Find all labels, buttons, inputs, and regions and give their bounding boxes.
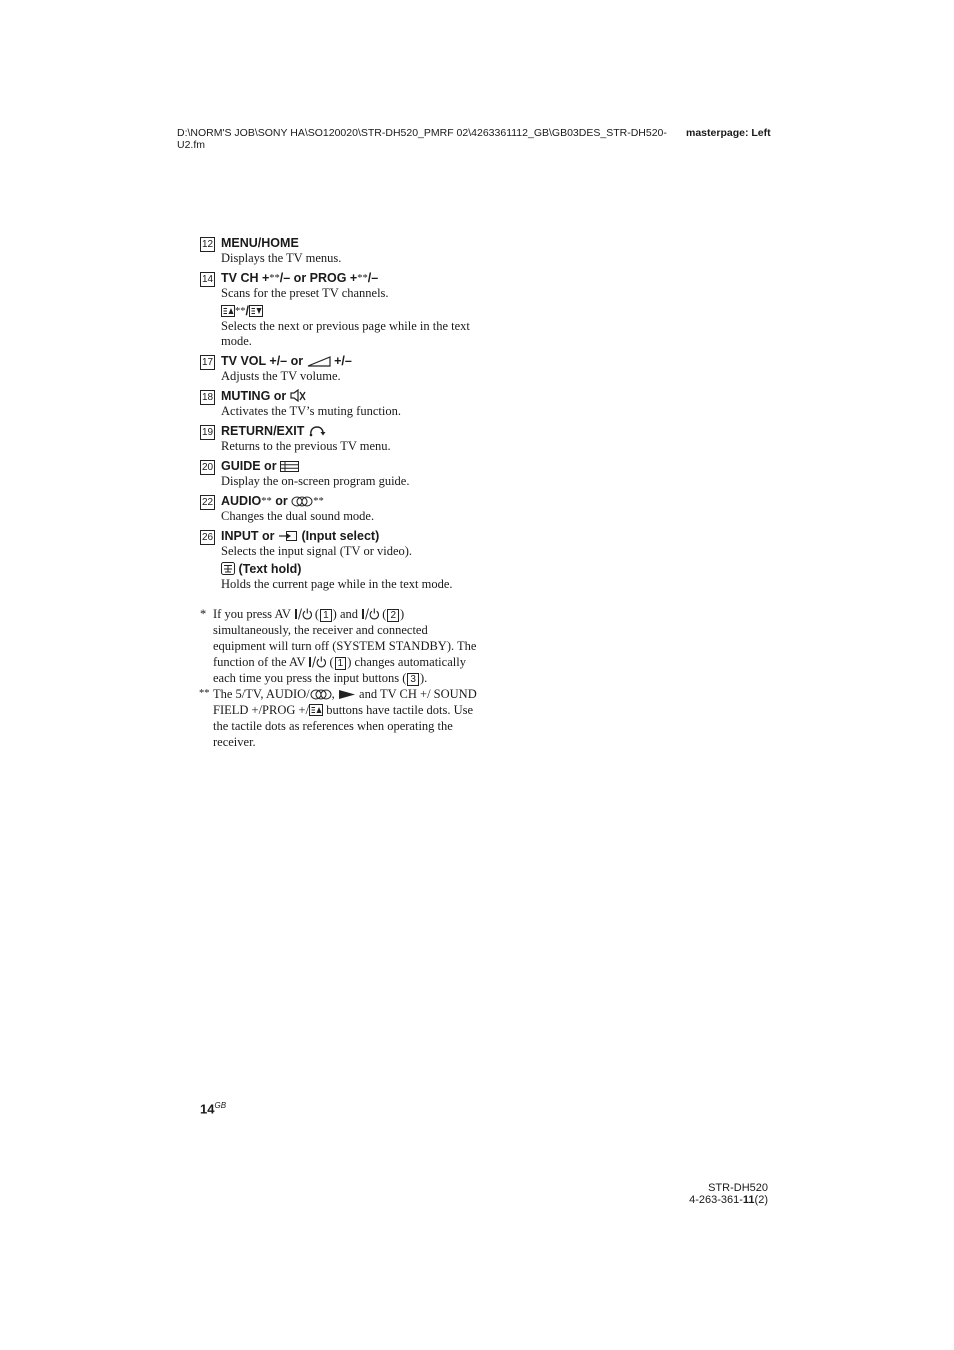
title-part: (Text hold) [238, 562, 302, 576]
item-description: Display the on-screen program guide. [221, 474, 410, 488]
tactile-dot-mark: ** [235, 306, 246, 317]
page-number-suffix: GB [214, 1101, 227, 1110]
tactile-dot-mark: ** [269, 273, 280, 284]
item-number: 26 [201, 532, 214, 543]
item-title [221, 354, 480, 369]
item-title [221, 494, 480, 509]
key-1: 1 [320, 609, 332, 622]
title-part: INPUT or [221, 529, 275, 543]
footer-model-info [689, 1182, 768, 1206]
item-number: 22 [201, 497, 214, 508]
list-item [200, 424, 480, 454]
list-item [200, 236, 480, 266]
file-path: D:\NORM'S JOB\SONY HA\SO120020\STR-DH520_PMRF 02\4263361112_GB\GB03DES_STR-DH520-U2.fm [177, 127, 667, 151]
power-icon [361, 608, 379, 620]
title-part: /– [367, 271, 379, 285]
footnote-text: If you press AV [213, 607, 291, 621]
footnote-text: The 5/TV, AUDIO/ [213, 687, 310, 701]
key-3: 3 [407, 673, 419, 686]
title-part: GUIDE or [221, 459, 277, 473]
power-icon [308, 656, 326, 668]
page-number [200, 1101, 226, 1116]
part-code-prefix: 4-263-361- [689, 1194, 743, 1206]
footnote-mark: ** [199, 688, 210, 699]
item-description: Changes the dual sound mode. [221, 509, 375, 523]
model-name: STR-DH520 [708, 1182, 768, 1194]
title-part: or [275, 494, 288, 508]
title-part: (Input select) [301, 529, 380, 543]
item-description: Displays the TV menus. [221, 251, 342, 265]
dual-sound-icon [310, 689, 332, 700]
footnote-text: changes automatically each time you press the input buttons ( [213, 655, 466, 685]
tactile-dot-mark: ** [313, 496, 324, 507]
list-item [200, 494, 480, 524]
program-guide-icon [280, 461, 299, 472]
part-code-revision: 11 [742, 1194, 755, 1206]
title-part: TV CH + [221, 271, 270, 285]
sub-description: Holds the current page while in the text mode. [221, 577, 453, 591]
footnote-text: ). [419, 671, 428, 685]
title-part: /– or PROG + [279, 271, 358, 285]
item-number: 20 [201, 462, 214, 473]
page-up-icon [221, 305, 235, 317]
return-arrow-icon [308, 425, 326, 437]
title-part: MUTING or [221, 389, 287, 403]
part-code-suffix: (2) [754, 1194, 768, 1206]
item-number: 17 [201, 357, 214, 368]
tactile-dot-mark: ** [261, 496, 272, 507]
item-title [221, 271, 480, 286]
slash: / [245, 304, 249, 318]
item-title [221, 529, 480, 544]
play-icon [338, 689, 356, 700]
footnote-mark: * [200, 607, 207, 621]
list-item [200, 459, 480, 489]
footnote: * If you press AV ( 1 ) and ( 2 ) simultaneously, the receiver and connected equipment will turn off (SYSTEM STANDBY). The function of the AV ( 1 ) changes automatically each time you press the input buttons ( 3 ). [200, 607, 477, 685]
item-title [221, 459, 480, 474]
text-hold-icon [221, 562, 235, 575]
list-item [200, 529, 480, 592]
title-part: +/– [334, 354, 352, 368]
tactile-dot-mark: ** [357, 273, 368, 284]
sub-title [221, 304, 480, 319]
power-icon [294, 608, 312, 620]
title-part: AUDIO [221, 494, 262, 508]
masterpage-label: masterpage: Left [686, 127, 771, 139]
sub-entry [221, 304, 480, 349]
page-number-value: 14 [200, 1101, 215, 1117]
list-item [200, 354, 480, 384]
part-code [689, 1194, 768, 1206]
dual-sound-icon [291, 496, 313, 507]
title-part: RETURN/EXIT [221, 424, 305, 438]
footnote [200, 686, 480, 750]
item-number: 19 [201, 427, 214, 438]
speaker-mute-icon [290, 389, 306, 402]
footnotes [200, 606, 480, 750]
volume-ramp-icon [307, 356, 331, 367]
key-1: 1 [335, 657, 347, 670]
sub-title [221, 562, 480, 577]
list-item [200, 389, 480, 419]
footnote-text: buttons have tactile dots. Use the tactile dots as references when operating the receiver. [213, 703, 474, 749]
page-up-icon [309, 704, 323, 716]
item-title [221, 424, 480, 439]
item-number: 12 [201, 239, 214, 250]
item-description: Scans for the preset TV channels. [221, 286, 389, 300]
item-description: Returns to the previous TV menu. [221, 439, 391, 453]
item-title: MENU/HOME [221, 236, 299, 250]
item-description: Adjusts the TV volume. [221, 369, 341, 383]
sub-description: Selects the next or previous page while in the text mode. [221, 319, 470, 348]
footnote-text: and TV CH +/ SOUND FIELD +/PROG +/ [213, 687, 477, 717]
page-down-icon [249, 305, 263, 317]
input-select-icon [278, 530, 298, 542]
item-number: 18 [201, 392, 214, 403]
list-item [200, 271, 480, 349]
footnote-text: simultaneously, the receiver and connected equipment will turn off (SYSTEM STANDBY). The function of the AV [213, 623, 477, 669]
footnote-text: and [339, 607, 359, 621]
title-part: TV VOL +/– or [221, 354, 304, 368]
remote-button-list [200, 236, 480, 750]
item-description: Selects the input signal (TV or video). [221, 544, 413, 558]
item-description: Activates the TV’s muting function. [221, 404, 401, 418]
sub-entry [221, 562, 480, 592]
item-number: 14 [201, 274, 214, 285]
footnote-text: , [331, 687, 335, 701]
item-title [221, 389, 480, 404]
key-2: 2 [387, 609, 399, 622]
